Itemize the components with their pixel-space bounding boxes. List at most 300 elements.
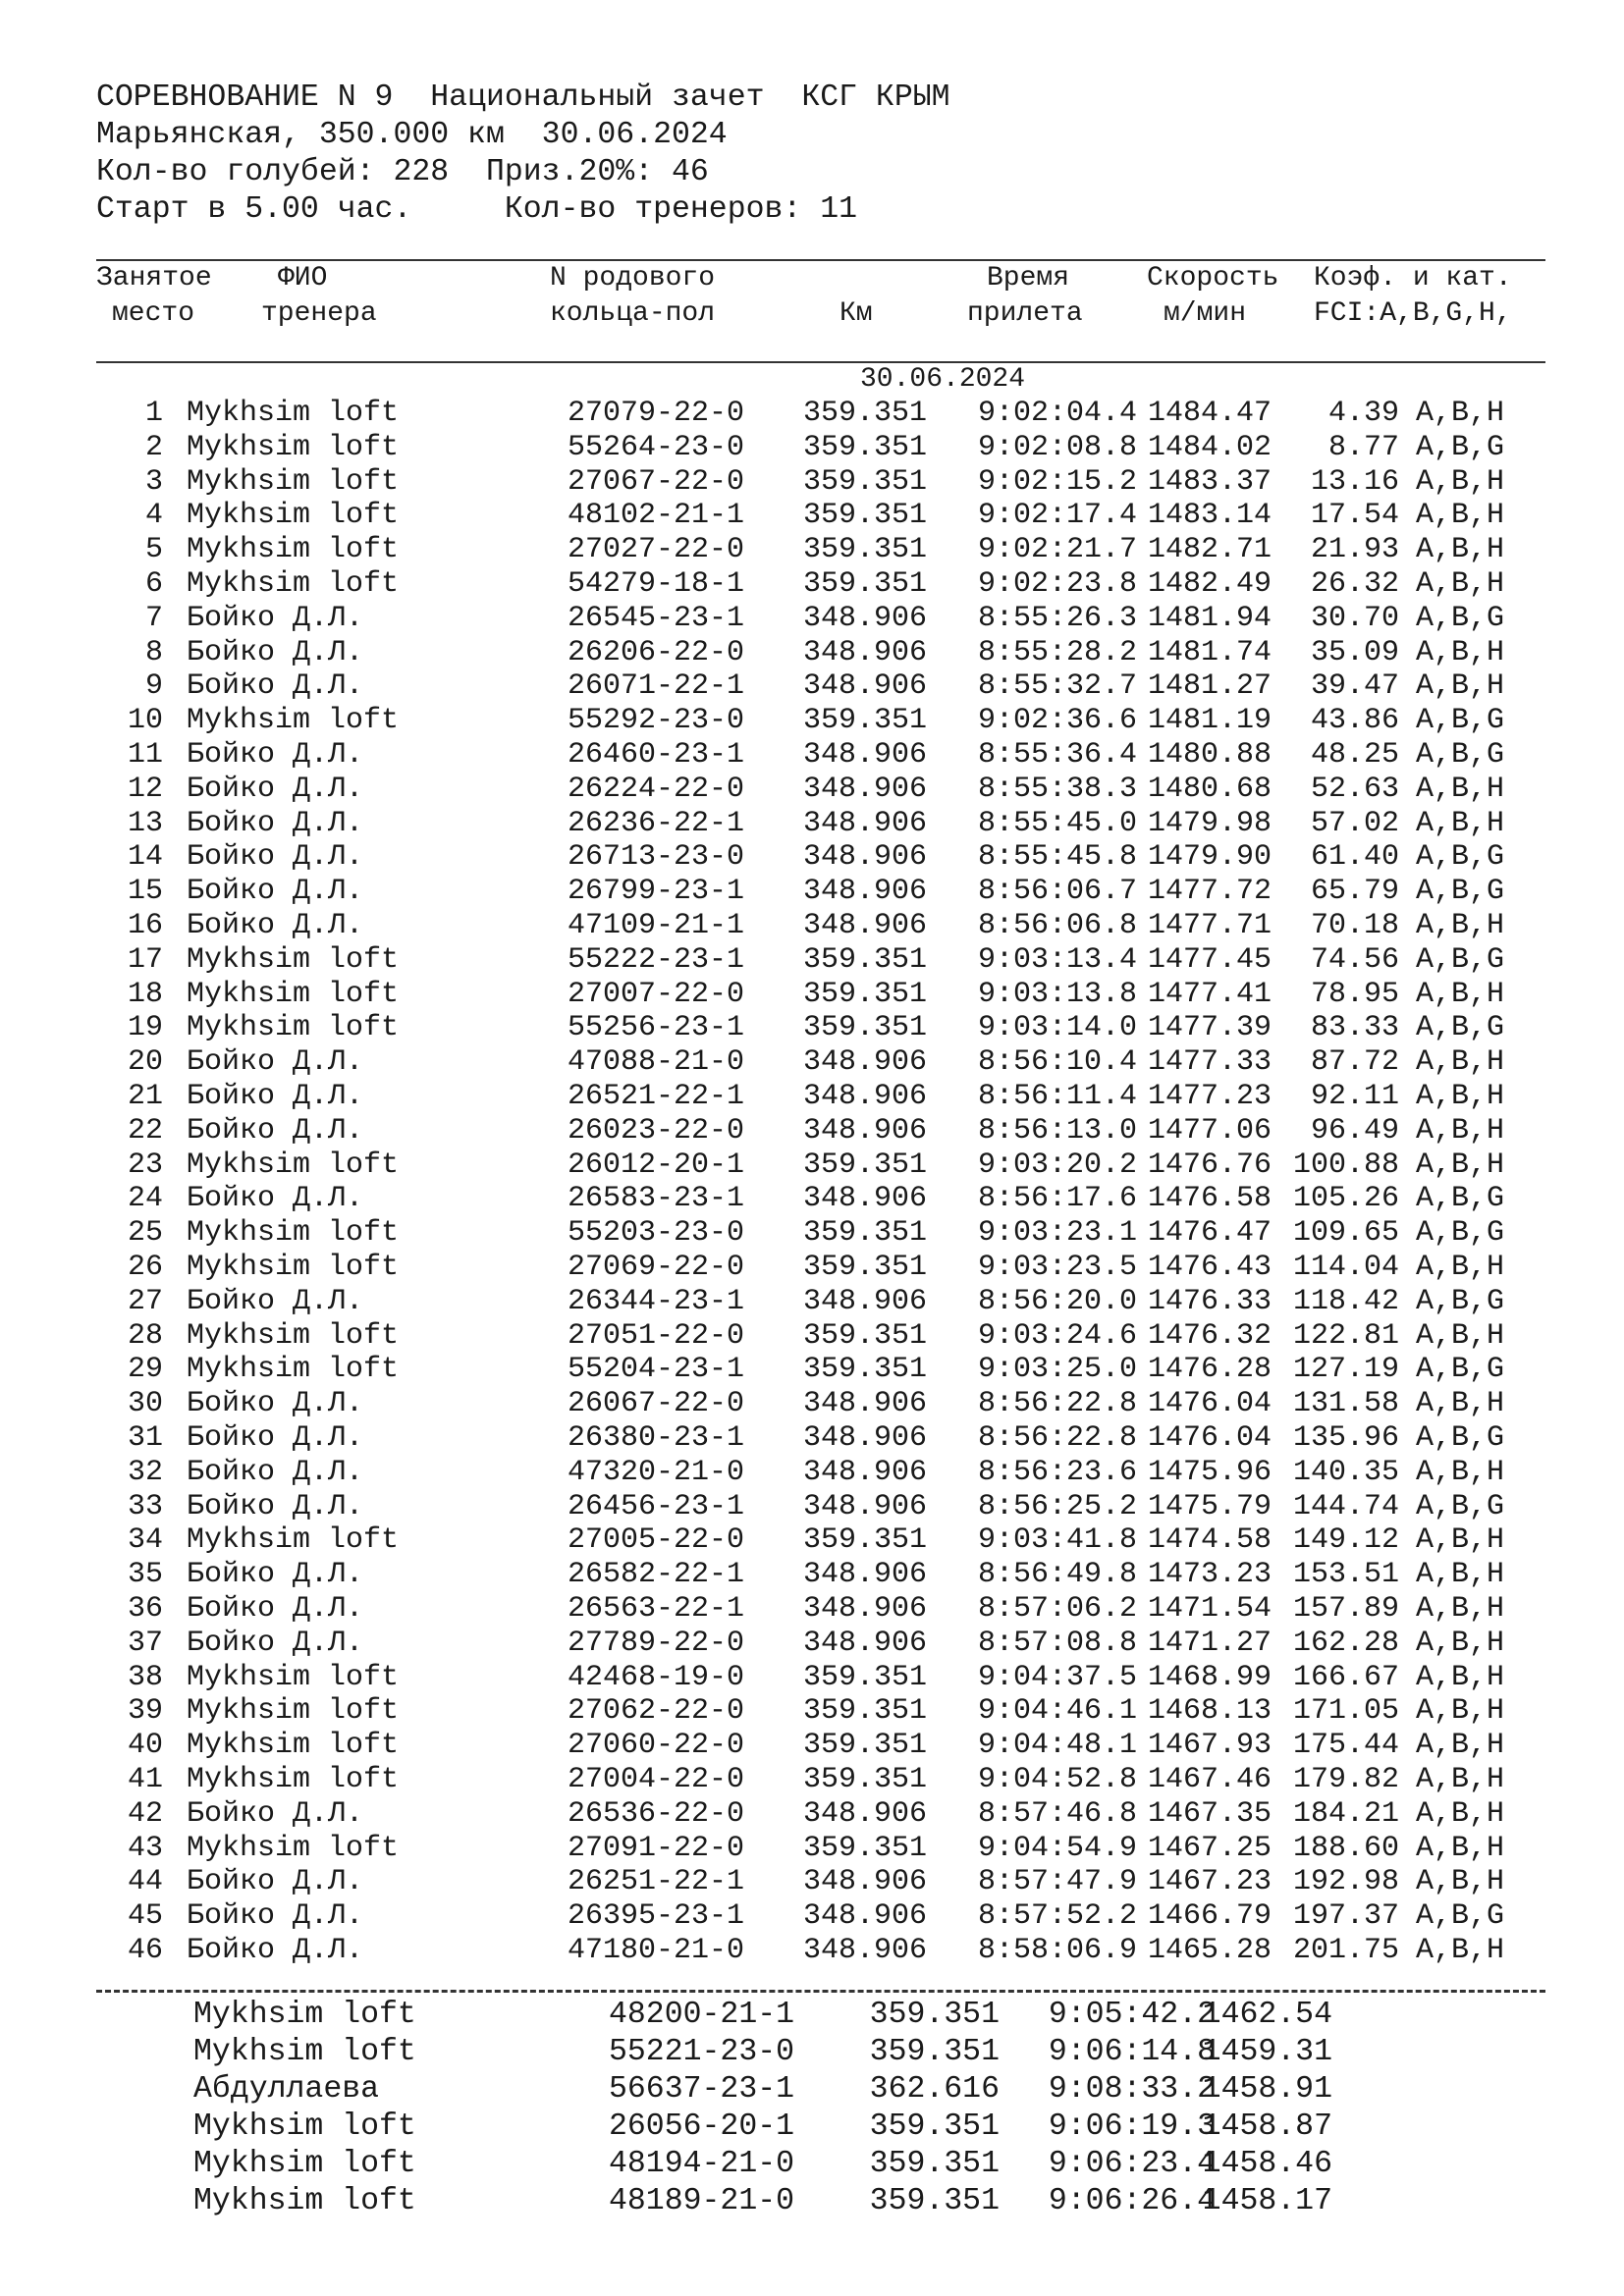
table-row (0, 399, 1624, 432)
header-divider (96, 259, 1545, 261)
cell-trainer: Mykhsim loft (187, 704, 400, 738)
cell-ring: 55256-23-1 (568, 1011, 745, 1045)
cell-time: 9:02:36.6 (977, 704, 1137, 738)
cell-place: 31 (127, 1421, 163, 1455)
cell-coef: 188.60 (1292, 1831, 1399, 1865)
table-row (0, 1796, 1624, 1833)
cell-coef: 162.28 (1292, 1626, 1399, 1660)
cell-speed: 1458.87 (1202, 2109, 1332, 2144)
cell-ring: 26799-23-1 (568, 875, 745, 909)
cell-place: 46 (127, 1934, 163, 1967)
cell-place: 39 (127, 1694, 163, 1729)
cell-trainer: Mykhsim loft (187, 1729, 400, 1763)
cell-km: 359.351 (802, 1831, 927, 1865)
cell-km: 348.906 (802, 1421, 927, 1455)
cell-category: A,B,H (1416, 772, 1505, 806)
col-place-sub: место (112, 298, 195, 329)
cell-category: A,B,G (1416, 1011, 1505, 1045)
cell-km: 359.351 (869, 2035, 1000, 2069)
cell-place: 12 (127, 772, 163, 806)
table-row (0, 1731, 1624, 1764)
cell-time: 8:56:22.8 (977, 1421, 1137, 1455)
cell-category: A,B,H (1416, 1251, 1505, 1284)
cell-category: A,B,H (1416, 567, 1505, 601)
cell-km: 359.351 (802, 1251, 927, 1284)
cell-km: 348.906 (802, 840, 927, 875)
cell-trainer: Бойко Д.Л. (187, 1080, 364, 1113)
cell-trainer: Mykhsim loft (187, 1011, 400, 1045)
cell-coef: 65.79 (1310, 875, 1399, 909)
cell-km: 348.906 (802, 1080, 927, 1113)
cell-category: A,B,H (1416, 1523, 1505, 1558)
cell-speed: 1458.17 (1202, 2184, 1332, 2218)
cell-category: A,B,H (1416, 1045, 1505, 1080)
cell-place: 5 (144, 533, 163, 567)
cell-time: 8:57:52.2 (977, 1899, 1137, 1934)
cell-speed: 1476.28 (1147, 1353, 1272, 1387)
cell-km: 348.906 (802, 1865, 927, 1899)
cell-speed: 1468.99 (1147, 1660, 1272, 1694)
cell-km: 359.351 (802, 1523, 927, 1558)
cell-trainer: Бойко Д.Л. (187, 772, 364, 806)
cell-speed: 1480.88 (1147, 738, 1272, 772)
cell-coef: 61.40 (1310, 840, 1399, 875)
cell-ring: 48189-21-0 (609, 2184, 795, 2218)
cell-coef: 87.72 (1310, 1045, 1399, 1080)
cell-place: 16 (127, 909, 163, 942)
cell-speed: 1481.19 (1147, 704, 1272, 738)
cell-km: 348.906 (802, 1045, 927, 1080)
cell-time: 9:03:24.6 (977, 1318, 1137, 1353)
table-row (0, 1696, 1624, 1730)
cell-ring: 48102-21-1 (568, 499, 745, 533)
cell-coef: 57.02 (1310, 806, 1399, 840)
cell-trainer: Mykhsim loft (193, 2184, 416, 2218)
col-place: Занятое (96, 263, 212, 294)
cell-place: 29 (127, 1353, 163, 1387)
cell-speed: 1477.71 (1147, 909, 1272, 942)
cell-speed: 1484.02 (1147, 430, 1272, 464)
cell-ring: 47320-21-0 (568, 1455, 745, 1489)
table-row (0, 501, 1624, 534)
table-row (0, 1150, 1624, 1184)
cell-km: 359.351 (802, 1660, 927, 1694)
cell-time: 8:55:26.3 (977, 601, 1137, 635)
competition-title: СОРЕВНОВАНИЕ N 9 Национальный зачет КСГ КРЫМ (96, 80, 950, 115)
table-row (0, 464, 1624, 501)
cell-ring: 26056-20-1 (609, 2109, 795, 2144)
cell-category: A,B,H (1416, 1558, 1505, 1592)
cell-speed: 1476.04 (1147, 1387, 1272, 1421)
cell-speed: 1481.27 (1147, 669, 1272, 704)
cell-speed: 1467.46 (1147, 1763, 1272, 1796)
cell-place: 19 (127, 1011, 163, 1045)
cell-km: 359.351 (802, 464, 927, 499)
cell-trainer: Бойко Д.Л. (187, 806, 364, 840)
cell-place: 3 (144, 464, 163, 499)
cell-km: 359.351 (802, 430, 927, 464)
cell-speed: 1481.94 (1147, 601, 1272, 635)
cell-km: 348.906 (802, 1626, 927, 1660)
cell-category: A,B,G (1416, 875, 1505, 909)
cell-place: 34 (127, 1523, 163, 1558)
cell-trainer: Бойко Д.Л. (187, 1899, 364, 1934)
table-row (0, 977, 1624, 1013)
cell-category: A,B,G (1416, 1284, 1505, 1318)
col-speed-sub: м/мин (1164, 298, 1247, 329)
cell-time: 9:04:52.8 (977, 1763, 1137, 1796)
cell-km: 359.351 (802, 533, 927, 567)
cell-speed: 1483.37 (1147, 464, 1272, 499)
cell-coef: 144.74 (1292, 1489, 1399, 1523)
cell-ring: 27060-22-0 (568, 1729, 745, 1763)
table-row (0, 806, 1624, 842)
cell-km: 359.351 (869, 2109, 1000, 2144)
table-row (0, 1284, 1624, 1320)
cell-trainer: Бойко Д.Л. (187, 840, 364, 875)
cell-ring: 27005-22-0 (568, 1523, 745, 1558)
cell-speed: 1467.23 (1147, 1865, 1272, 1899)
start-time: Старт в 5.00 час. Кол-во тренеров: 11 (96, 192, 858, 227)
table-row (0, 671, 1624, 705)
table-row (0, 1389, 1624, 1422)
cell-km: 359.351 (802, 1011, 927, 1045)
cell-place: 41 (127, 1763, 163, 1796)
cell-speed: 1477.45 (1147, 942, 1272, 977)
list-item (0, 2037, 1624, 2074)
cell-coef: 157.89 (1292, 1592, 1399, 1626)
cell-speed: 1462.54 (1202, 1998, 1332, 2032)
cell-place: 23 (127, 1148, 163, 1182)
cell-ring: 27079-22-0 (568, 397, 745, 430)
table-row (0, 1113, 1624, 1149)
cell-time: 8:56:13.0 (977, 1113, 1137, 1148)
cell-time: 8:55:32.7 (977, 669, 1137, 704)
table-row (0, 877, 1624, 910)
cell-place: 26 (127, 1251, 163, 1284)
cell-km: 348.906 (802, 875, 927, 909)
cell-time: 9:02:15.2 (977, 464, 1137, 499)
cell-trainer: Бойко Д.Л. (187, 1284, 364, 1318)
table-row (0, 1867, 1624, 1900)
cell-speed: 1480.68 (1147, 772, 1272, 806)
cell-time: 9:06:19.3 (1048, 2109, 1216, 2144)
cell-km: 348.906 (802, 1113, 927, 1148)
cell-category: A,B,G (1416, 1216, 1505, 1251)
cell-place: 25 (127, 1216, 163, 1251)
cell-trainer: Mykhsim loft (187, 567, 400, 601)
cell-speed: 1476.04 (1147, 1421, 1272, 1455)
cell-coef: 96.49 (1310, 1113, 1399, 1148)
table-row (0, 1901, 1624, 1935)
cell-time: 8:56:20.0 (977, 1284, 1137, 1318)
cell-place: 9 (144, 669, 163, 704)
cell-time: 8:55:38.3 (977, 772, 1137, 806)
cell-place: 42 (127, 1796, 163, 1831)
cell-km: 359.351 (802, 1694, 927, 1729)
cell-time: 9:03:13.4 (977, 942, 1137, 977)
cell-km: 348.906 (802, 1592, 927, 1626)
cell-speed: 1477.33 (1147, 1045, 1272, 1080)
cell-trainer: Бойко Д.Л. (187, 1387, 364, 1421)
cell-coef: 114.04 (1292, 1251, 1399, 1284)
cell-speed: 1465.28 (1147, 1934, 1272, 1967)
table-row (0, 1218, 1624, 1252)
cell-km: 348.906 (802, 909, 927, 942)
cell-ring: 26344-23-1 (568, 1284, 745, 1318)
cell-time: 9:06:26.4 (1048, 2184, 1216, 2218)
cell-category: A,B,G (1416, 840, 1505, 875)
cell-speed: 1471.54 (1147, 1592, 1272, 1626)
cell-coef: 122.81 (1292, 1318, 1399, 1353)
cell-trainer: Бойко Д.Л. (187, 1865, 364, 1899)
cell-trainer: Mykhsim loft (187, 1763, 400, 1796)
cell-km: 359.351 (802, 1216, 927, 1251)
cell-coef: 171.05 (1292, 1694, 1399, 1729)
col-km: Км (839, 298, 873, 329)
cell-place: 4 (144, 499, 163, 533)
cell-place: 24 (127, 1182, 163, 1216)
cell-ring: 26536-22-0 (568, 1796, 745, 1831)
cell-trainer: Mykhsim loft (187, 499, 400, 533)
cell-trainer: Mykhsim loft (193, 1998, 416, 2032)
table-row (0, 1594, 1624, 1628)
cell-ring: 26012-20-1 (568, 1148, 745, 1182)
table-header-divider (96, 361, 1545, 363)
cell-km: 348.906 (802, 1182, 927, 1216)
cell-ring: 55264-23-0 (568, 430, 745, 464)
cell-km: 359.351 (869, 2184, 1000, 2218)
cell-time: 9:04:46.1 (977, 1694, 1137, 1729)
cell-coef: 74.56 (1310, 942, 1399, 977)
cell-ring: 26067-22-0 (568, 1387, 745, 1421)
cell-place: 38 (127, 1660, 163, 1694)
cell-speed: 1476.47 (1147, 1216, 1272, 1251)
col-time: Время (987, 263, 1070, 294)
cell-place: 1 (144, 397, 163, 430)
cell-category: A,B,H (1416, 669, 1505, 704)
cell-category: A,B,H (1416, 499, 1505, 533)
cell-time: 8:57:47.9 (977, 1865, 1137, 1899)
cell-km: 359.351 (802, 942, 927, 977)
table-row (0, 1318, 1624, 1355)
cell-place: 37 (127, 1626, 163, 1660)
col-ring-sub: кольца-пол (550, 298, 716, 329)
cell-speed: 1484.47 (1147, 397, 1272, 430)
cell-speed: 1468.13 (1147, 1694, 1272, 1729)
cell-trainer: Mykhsim loft (187, 464, 400, 499)
cell-place: 22 (127, 1113, 163, 1148)
cell-km: 359.351 (802, 1318, 927, 1353)
table-row (0, 569, 1624, 603)
cell-ring: 26460-23-1 (568, 738, 745, 772)
cell-speed: 1481.74 (1147, 635, 1272, 669)
cell-ring: 27069-22-0 (568, 1251, 745, 1284)
cell-trainer: Бойко Д.Л. (187, 1045, 364, 1080)
cell-trainer: Mykhsim loft (187, 397, 400, 430)
cell-trainer: Mykhsim loft (187, 1251, 400, 1284)
cell-ring: 26713-23-0 (568, 840, 745, 875)
cell-coef: 131.58 (1292, 1387, 1399, 1421)
cell-km: 359.351 (802, 397, 927, 430)
cell-ring: 27091-22-0 (568, 1831, 745, 1865)
cell-time: 8:58:06.9 (977, 1934, 1137, 1967)
table-row (0, 1660, 1624, 1696)
cell-trainer: Абдуллаева (193, 2072, 380, 2107)
cell-coef: 179.82 (1292, 1763, 1399, 1796)
cell-ring: 26563-22-1 (568, 1592, 745, 1626)
cell-ring: 47109-21-1 (568, 909, 745, 942)
cell-trainer: Mykhsim loft (193, 2109, 416, 2144)
cell-place: 14 (127, 840, 163, 875)
cell-speed: 1479.98 (1147, 806, 1272, 840)
cell-coef: 166.67 (1292, 1660, 1399, 1694)
cell-ring: 54279-18-1 (568, 567, 745, 601)
cell-ring: 55222-23-1 (568, 942, 745, 977)
cell-trainer: Mykhsim loft (187, 1831, 400, 1865)
cell-speed: 1476.76 (1147, 1148, 1272, 1182)
cell-category: A,B,H (1416, 909, 1505, 942)
cell-place: 27 (127, 1284, 163, 1318)
cell-coef: 52.63 (1310, 772, 1399, 806)
cell-coef: 13.16 (1310, 464, 1399, 499)
list-item (0, 2111, 1624, 2149)
cell-ring: 26023-22-0 (568, 1113, 745, 1148)
cell-ring: 47088-21-0 (568, 1045, 745, 1080)
cell-category: A,B,H (1416, 635, 1505, 669)
cell-place: 33 (127, 1489, 163, 1523)
cell-trainer: Бойко Д.Л. (187, 635, 364, 669)
table-row (0, 1184, 1624, 1217)
cell-category: A,B,G (1416, 1353, 1505, 1387)
cell-coef: 135.96 (1292, 1421, 1399, 1455)
cell-place: 10 (127, 704, 163, 738)
cell-coef: 118.42 (1292, 1284, 1399, 1318)
cell-ring: 26071-22-1 (568, 669, 745, 704)
col-coef-sub: FCI:A,B,G,H, (1314, 298, 1512, 329)
cell-category: A,B,H (1416, 1865, 1505, 1899)
cell-category: A,B,H (1416, 533, 1505, 567)
cell-category: A,B,G (1416, 942, 1505, 977)
cell-coef: 109.65 (1292, 1216, 1399, 1251)
cell-place: 21 (127, 1080, 163, 1113)
cell-speed: 1466.79 (1147, 1899, 1272, 1934)
cell-coef: 127.19 (1292, 1353, 1399, 1387)
cell-trainer: Бойко Д.Л. (187, 1934, 364, 1967)
cell-place: 2 (144, 430, 163, 464)
cell-trainer: Бойко Д.Л. (187, 1455, 364, 1489)
cell-km: 359.351 (802, 1729, 927, 1763)
cell-trainer: Бойко Д.Л. (187, 1592, 364, 1626)
cell-coef: 92.11 (1310, 1080, 1399, 1113)
table-row (0, 601, 1624, 637)
cell-ring: 55221-23-0 (609, 2035, 795, 2069)
cell-time: 9:08:33.2 (1048, 2072, 1216, 2107)
cell-category: A,B,H (1416, 1934, 1505, 1967)
cell-time: 9:04:37.5 (977, 1660, 1137, 1694)
cell-ring: 27027-22-0 (568, 533, 745, 567)
cell-place: 45 (127, 1899, 163, 1934)
cell-category: A,B,G (1416, 1899, 1505, 1934)
list-item (0, 2000, 1624, 2037)
cell-ring: 42468-19-0 (568, 1660, 745, 1694)
cell-place: 13 (127, 806, 163, 840)
list-item (0, 2149, 1624, 2186)
col-ring: N родового (550, 263, 716, 294)
cell-place: 11 (127, 738, 163, 772)
cell-trainer: Mykhsim loft (187, 1660, 400, 1694)
cell-speed: 1479.90 (1147, 840, 1272, 875)
cell-coef: 70.18 (1310, 909, 1399, 942)
cell-trainer: Бойко Д.Л. (187, 1489, 364, 1523)
cell-trainer: Бойко Д.Л. (187, 1421, 364, 1455)
col-speed: Скорость (1147, 263, 1279, 294)
cell-place: 7 (144, 601, 163, 635)
cell-ring: 55203-23-0 (568, 1216, 745, 1251)
cell-time: 9:05:42.2 (1048, 1998, 1216, 2032)
cell-ring: 27004-22-0 (568, 1763, 745, 1796)
cell-km: 348.906 (802, 1455, 927, 1489)
cell-time: 9:03:13.8 (977, 977, 1137, 1011)
cell-ring: 26521-22-1 (568, 1080, 745, 1113)
cell-trainer: Mykhsim loft (187, 1318, 400, 1353)
cell-ring: 26380-23-1 (568, 1421, 745, 1455)
cell-speed: 1476.32 (1147, 1318, 1272, 1353)
cell-time: 8:56:17.6 (977, 1182, 1137, 1216)
cell-time: 8:57:46.8 (977, 1796, 1137, 1831)
cell-coef: 192.98 (1292, 1865, 1399, 1899)
table-row (0, 1423, 1624, 1457)
cell-time: 9:03:23.5 (977, 1251, 1137, 1284)
cell-km: 359.351 (802, 704, 927, 738)
cell-km: 362.616 (869, 2072, 1000, 2107)
cell-time: 9:02:04.4 (977, 397, 1137, 430)
cell-km: 359.351 (802, 1353, 927, 1387)
cell-trainer: Mykhsim loft (187, 1694, 400, 1729)
table-row (0, 1455, 1624, 1491)
cell-place: 36 (127, 1592, 163, 1626)
cell-speed: 1474.58 (1147, 1523, 1272, 1558)
cell-time: 9:03:41.8 (977, 1523, 1137, 1558)
cell-place: 6 (144, 567, 163, 601)
cell-time: 9:06:14.8 (1048, 2035, 1216, 2069)
cell-coef: 184.21 (1292, 1796, 1399, 1831)
cell-speed: 1477.23 (1147, 1080, 1272, 1113)
table-row (0, 1355, 1624, 1388)
col-coef: Коэф. и кат. (1314, 263, 1512, 294)
cell-category: A,B,G (1416, 704, 1505, 738)
cell-category: A,B,H (1416, 1318, 1505, 1353)
cell-category: A,B,H (1416, 1592, 1505, 1626)
cell-category: A,B,H (1416, 806, 1505, 840)
cell-trainer: Бойко Д.Л. (187, 738, 364, 772)
cell-category: A,B,G (1416, 601, 1505, 635)
cell-speed: 1467.93 (1147, 1729, 1272, 1763)
table-row (0, 774, 1624, 808)
col-time-sub: прилета (967, 298, 1083, 329)
cell-place: 8 (144, 635, 163, 669)
cell-category: A,B,G (1416, 430, 1505, 464)
cell-trainer: Бойко Д.Л. (187, 601, 364, 635)
table-row (0, 1489, 1624, 1525)
cell-category: A,B,H (1416, 1729, 1505, 1763)
cell-km: 348.906 (802, 772, 927, 806)
cell-place: 35 (127, 1558, 163, 1592)
table-row (0, 1831, 1624, 1867)
table-row (0, 842, 1624, 876)
cell-category: A,B,G (1416, 1182, 1505, 1216)
cell-coef: 30.70 (1310, 601, 1399, 635)
